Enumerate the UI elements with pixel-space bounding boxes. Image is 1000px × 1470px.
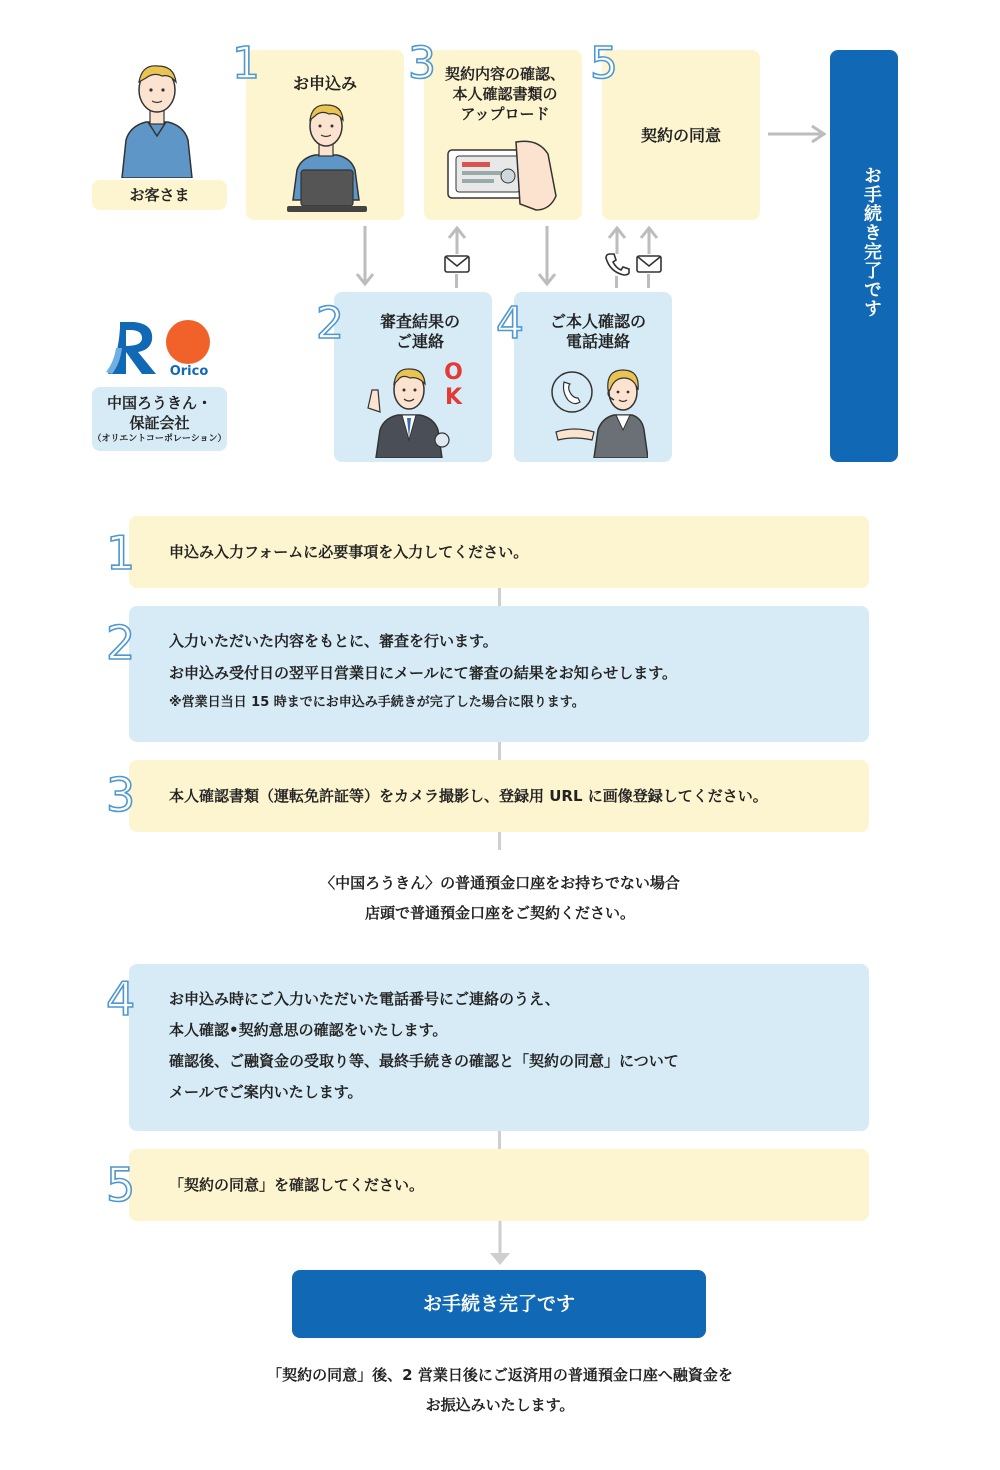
arrow-down-icon bbox=[488, 1221, 512, 1267]
mail-icon bbox=[636, 254, 662, 274]
flow-step-3-label: 契約内容の確認、 本人確認書類の アップロード bbox=[444, 65, 565, 123]
flow-step-1-number: 1 bbox=[232, 38, 260, 89]
detail-step-2: 入力いただいた内容をもとに、審査を行います。 お申込み受付日の翌平日営業日にメールにて審査の結果をお知らせします。 ※営業日当日 15 時までにお申込み手続きが完了した場合に限ります。 bbox=[129, 606, 869, 742]
arrow-right-icon bbox=[768, 124, 826, 144]
roukin-logo bbox=[104, 318, 160, 376]
orico-logo-circle bbox=[166, 320, 210, 364]
mail-icon bbox=[444, 254, 470, 274]
flow-step-1-label: お申込み bbox=[292, 74, 357, 93]
account-note: 〈中国ろうきん〉の普通預金口座をお持ちでない場合 店頭で普通預金口座をご契約ください。 bbox=[320, 874, 680, 922]
computer-user-illustration bbox=[283, 100, 369, 215]
arrow-stem bbox=[615, 276, 618, 288]
detail-step-2-number: 2 bbox=[106, 616, 136, 670]
flow-step-5-label: 契約の同意 bbox=[640, 126, 721, 145]
connector-line bbox=[498, 832, 501, 850]
detail-step-3: 本人確認書類（運転免許証等）をカメラ撮影し、登録用 URL に画像登録してください。 bbox=[129, 760, 869, 832]
flow-step-2-label: 審査結果の ご連絡 bbox=[379, 312, 460, 351]
connector-line bbox=[498, 742, 501, 760]
flow-step-4-label: ご本人確認の 電話連絡 bbox=[549, 312, 646, 351]
completion-banner: お手続き完了です bbox=[292, 1270, 706, 1338]
detail-step-5: 「契約の同意」を確認してください。 bbox=[129, 1149, 869, 1221]
detail-step-3-number: 3 bbox=[106, 768, 136, 822]
ok-mark: OK bbox=[441, 360, 466, 410]
orico-logo-text: Orico bbox=[169, 364, 209, 379]
arrow-down-icon bbox=[536, 226, 558, 288]
completion-vertical-label: お手続き完了です bbox=[861, 166, 882, 318]
flow-step-3-number: 3 bbox=[408, 38, 436, 89]
arrow-up-icon bbox=[606, 226, 628, 254]
flow-step-5-number: 5 bbox=[590, 38, 618, 89]
customer-label: お客さま bbox=[92, 180, 227, 210]
arrow-down-icon bbox=[354, 226, 376, 288]
detail-step-5-number: 5 bbox=[106, 1158, 136, 1212]
detail-step-1: 申込み入力フォームに必要事項を入力してください。 bbox=[129, 516, 869, 588]
arrow-stem bbox=[455, 274, 458, 288]
customer-illustration bbox=[112, 60, 202, 178]
smartphone-camera-illustration bbox=[446, 134, 558, 212]
connector-line bbox=[498, 1131, 501, 1149]
detail-step-4-number: 4 bbox=[106, 972, 136, 1026]
arrow-up-icon bbox=[446, 226, 468, 254]
arrow-up-icon bbox=[638, 226, 660, 254]
arrow-stem bbox=[647, 274, 650, 288]
phone-icon bbox=[604, 252, 630, 276]
detail-step-4: お申込み時にご入力いただいた電話番号にご連絡のうえ、 本人確認•契約意思の確認をいたします。 確認後、ご融資金の受取り等、最終手続きの確認と「契約の同意」について メールでご案内いたします。 bbox=[129, 964, 869, 1131]
detail-step-1-number: 1 bbox=[106, 526, 136, 580]
operator-illustration bbox=[544, 360, 648, 458]
footer-note: 「契約の同意」後、2 営業日後にご返済用の普通預金口座へ融資金を お振込みいたします。 bbox=[267, 1366, 733, 1414]
company-label: 中国ろうきん・ 保証会社 （オリエントコーポレーション） bbox=[92, 387, 227, 451]
flow-step-4-number: 4 bbox=[496, 298, 524, 349]
flow-step-2-number: 2 bbox=[316, 298, 344, 349]
connector-line bbox=[498, 588, 501, 606]
